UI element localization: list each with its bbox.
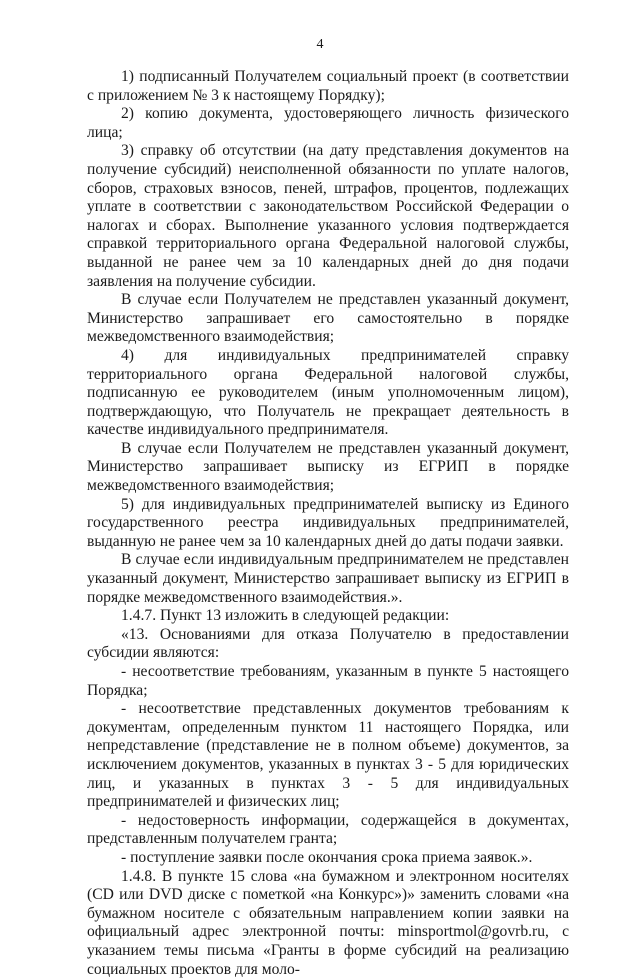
- paragraph-refusal-3: - недостоверность информации, содержащейся в документах, представленным получателем гранта;: [87, 811, 569, 848]
- paragraph-item-2: 2) копию документа, удостоверяющего личность физического лица;: [87, 105, 569, 141]
- paragraph-item-1: 1) подписанный Получателем социальный проект (в соответствии с приложением № 3 к настоящему Порядку);: [87, 68, 569, 104]
- paragraph-refusal-4: - поступление заявки после окончания срока приема заявок.».: [121, 848, 533, 866]
- paragraph-1-4-8: 1.4.8. В пункте 15 слова «на бумажном и электронном носителях (CD или DVD диске с пометкой «на Конкурс»)» заменить словами «на бумажном носителе с обязательным направлением копии заявки на официальный адрес электронной почты: minsportmol@govrb.ru, с указанием темы письма «Гранты в форме субсидий на реализацию социальных проектов для моло-: [87, 867, 569, 978]
- paragraph-point-13: «13. Основаниями для отказа Получателю в предоставлении субсидии являются:: [87, 625, 569, 662]
- paragraph-item-4: 4) для индивидуальных предпринимателей справку территориального органа Федеральной налоговой службы, подписанную ее руководителем (иным уполномоченным лицом), подтверждающую, что Получатель не прекращает деятельность в качестве индивидуального предпринимателя.: [87, 346, 569, 439]
- page-number: 4: [316, 37, 324, 52]
- paragraph-refusal-2: - несоответствие представленных документов требованиям к документам, определенным пунктом 11 настоящего Порядка, или непредставление (представление не в полном объеме) документов, за исключением документов, указанных в пунктах 3 - 5 для юридических лиц, и указанных в пунктах 3 - 5 для индивидуальных предпринимателей и физических лиц;: [87, 700, 569, 811]
- paragraph-1-4-7: 1.4.7. Пункт 13 изложить в следующей редакции:: [121, 607, 450, 625]
- paragraph-item-3: 3) справку об отсутствии (на дату представления документов на получение субсидий) неисполненной обязанности по уплате налогов, сборов, страховых взносов, пеней, штрафов, процентов, подлежащих уплате в соответствии с законодательством Российской Федерации о налогах и сборах. Выполнение указанного условия подтверждается справкой территориального органа Федеральной налоговой службы, выданной не ранее чем за 10 календарных дней до дня подачи заявления на получение субсидии.: [87, 142, 569, 290]
- document-body: [87, 68, 569, 979]
- paragraph-case-3: В случае если индивидуальным предпринимателем не представлен указанный документ, Министерство запрашивает выписку из ЕГРИП в порядке межведомственного взаимодействия.».: [87, 551, 569, 606]
- paragraph-item-5: 5) для индивидуальных предпринимателей выписку из Единого государственного реестра индивидуальных предпринимателей, выданную не ранее чем за 10 календарных дней до даты подачи заявки.: [87, 495, 569, 550]
- paragraph-refusal-1: - несоответствие требованиям, указанным в пункте 5 настоящего Порядка;: [87, 663, 569, 699]
- paragraph-case-1: В случае если Получателем не представлен указанный документ, Министерство запрашивает его самостоятельно в порядке межведомственного взаимодействия;: [87, 291, 569, 346]
- paragraph-case-2: В случае если Получателем не представлен указанный документ, Министерство запрашивает выписку из ЕГРИП в порядке межведомственного взаимодействия;: [87, 439, 569, 495]
